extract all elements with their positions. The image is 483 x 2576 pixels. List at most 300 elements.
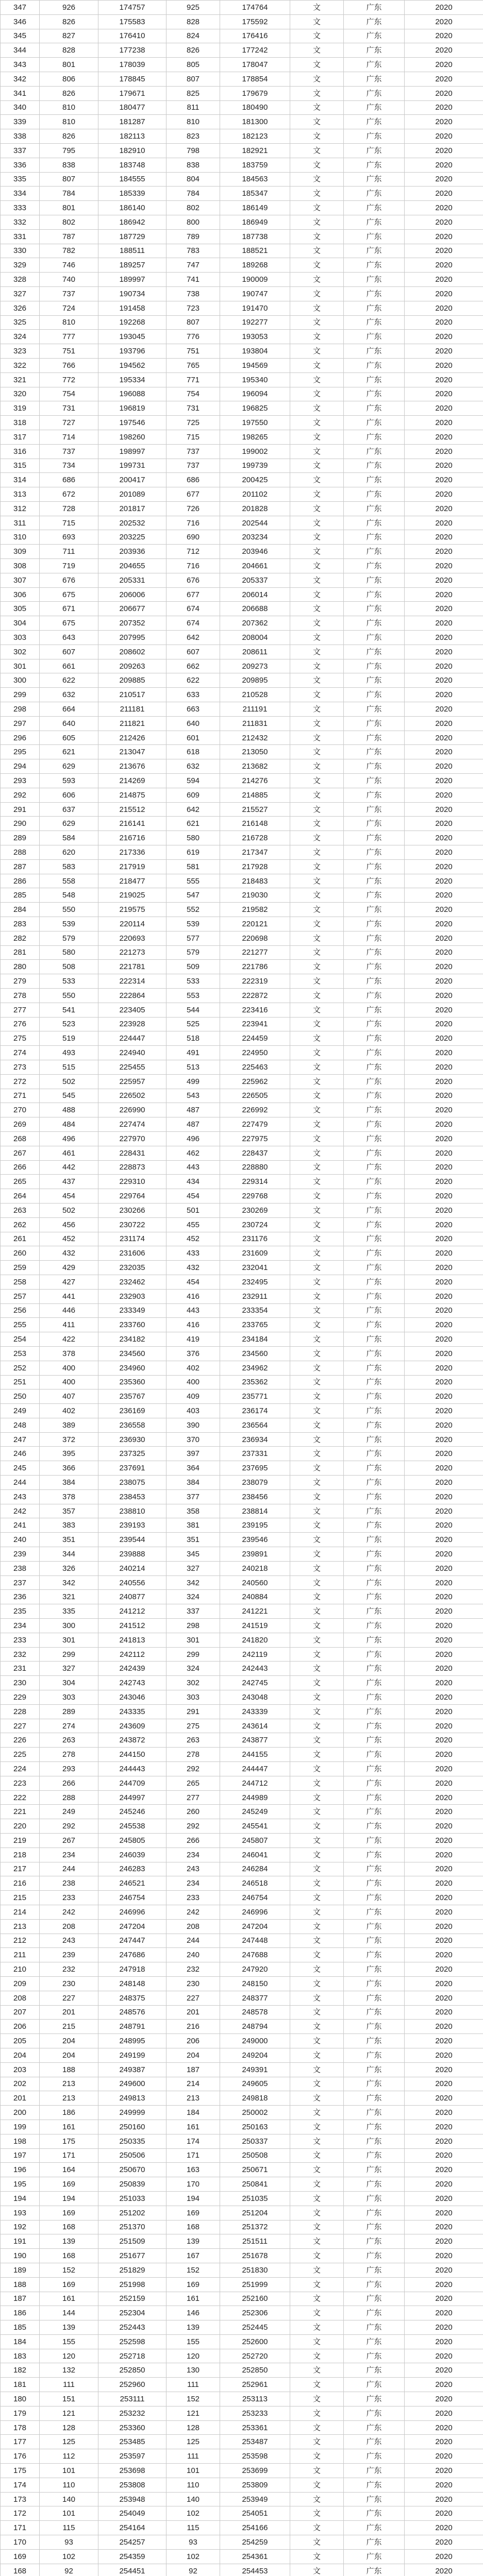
count-alt-cell: 577 bbox=[166, 931, 220, 945]
count-alt-cell: 342 bbox=[166, 1575, 220, 1590]
table-row bbox=[1, 1275, 483, 1289]
count-alt-cell: 621 bbox=[166, 817, 220, 831]
cumulative-alt-cell: 220121 bbox=[220, 917, 290, 931]
count-cell: 802 bbox=[40, 215, 98, 229]
year-cell: 2020 bbox=[405, 2564, 483, 2576]
table-row bbox=[1, 1175, 483, 1189]
year-cell: 2020 bbox=[405, 2521, 483, 2535]
cumulative-alt-cell: 225962 bbox=[220, 1074, 290, 1089]
province-cell: 广东 bbox=[344, 1031, 405, 1046]
table-row bbox=[1, 1676, 483, 1690]
year-cell: 2020 bbox=[405, 1805, 483, 1819]
year-cell: 2020 bbox=[405, 931, 483, 945]
count-cell: 93 bbox=[40, 2535, 98, 2550]
table-row bbox=[1, 315, 483, 330]
score-cell: 287 bbox=[1, 859, 40, 874]
cumulative-cell: 253232 bbox=[98, 2406, 166, 2420]
count-cell: 161 bbox=[40, 2292, 98, 2306]
count-alt-cell: 194 bbox=[166, 2191, 220, 2206]
table-row bbox=[1, 1117, 483, 1132]
cumulative-cell: 244709 bbox=[98, 1776, 166, 1790]
cumulative-cell: 243046 bbox=[98, 1690, 166, 1705]
category-cell: 文 bbox=[290, 1547, 344, 1562]
count-alt-cell: 555 bbox=[166, 874, 220, 888]
province-cell: 广东 bbox=[344, 1547, 405, 1562]
cumulative-cell: 248576 bbox=[98, 2005, 166, 2020]
year-cell: 2020 bbox=[405, 372, 483, 387]
cumulative-alt-cell: 240560 bbox=[220, 1575, 290, 1590]
cumulative-cell: 238453 bbox=[98, 1489, 166, 1504]
count-cell: 111 bbox=[40, 2378, 98, 2392]
cumulative-cell: 178039 bbox=[98, 58, 166, 72]
year-cell: 2020 bbox=[405, 2191, 483, 2206]
category-cell: 文 bbox=[290, 2263, 344, 2277]
category-cell: 文 bbox=[290, 1891, 344, 1905]
score-cell: 172 bbox=[1, 2506, 40, 2521]
count-alt-cell: 677 bbox=[166, 487, 220, 502]
category-cell: 文 bbox=[290, 387, 344, 401]
cumulative-alt-cell: 203946 bbox=[220, 545, 290, 559]
count-alt-cell: 580 bbox=[166, 831, 220, 845]
table-row bbox=[1, 2378, 483, 2392]
count-alt-cell: 601 bbox=[166, 731, 220, 745]
table-row bbox=[1, 845, 483, 860]
province-cell: 广东 bbox=[344, 330, 405, 344]
count-alt-cell: 377 bbox=[166, 1489, 220, 1504]
year-cell: 2020 bbox=[405, 1003, 483, 1017]
province-cell: 广东 bbox=[344, 473, 405, 487]
table-row bbox=[1, 2120, 483, 2134]
cumulative-alt-cell: 232911 bbox=[220, 1289, 290, 1303]
score-cell: 173 bbox=[1, 2492, 40, 2506]
category-cell: 文 bbox=[290, 2220, 344, 2234]
score-cell: 301 bbox=[1, 659, 40, 673]
count-cell: 838 bbox=[40, 158, 98, 172]
count-cell: 519 bbox=[40, 1031, 98, 1046]
score-cell: 271 bbox=[1, 1089, 40, 1103]
category-cell: 文 bbox=[290, 58, 344, 72]
score-cell: 234 bbox=[1, 1619, 40, 1633]
category-cell: 文 bbox=[290, 1332, 344, 1347]
count-cell: 400 bbox=[40, 1375, 98, 1389]
table-row bbox=[1, 616, 483, 631]
table-row bbox=[1, 2249, 483, 2263]
score-cell: 203 bbox=[1, 2062, 40, 2077]
cumulative-alt-cell: 217928 bbox=[220, 859, 290, 874]
year-cell: 2020 bbox=[405, 1346, 483, 1361]
province-cell: 广东 bbox=[344, 1862, 405, 1876]
table-row bbox=[1, 888, 483, 903]
count-alt-cell: 622 bbox=[166, 673, 220, 688]
year-cell: 2020 bbox=[405, 602, 483, 616]
province-cell: 广东 bbox=[344, 1976, 405, 1991]
province-cell: 广东 bbox=[344, 1805, 405, 1819]
cumulative-alt-cell: 234184 bbox=[220, 1332, 290, 1347]
score-cell: 221 bbox=[1, 1805, 40, 1819]
category-cell: 文 bbox=[290, 2120, 344, 2134]
count-cell: 727 bbox=[40, 416, 98, 430]
table-row bbox=[1, 2220, 483, 2234]
cumulative-cell: 254359 bbox=[98, 2549, 166, 2564]
category-cell: 文 bbox=[290, 1733, 344, 1748]
score-cell: 228 bbox=[1, 1704, 40, 1719]
year-cell: 2020 bbox=[405, 1, 483, 15]
province-cell: 广东 bbox=[344, 344, 405, 359]
count-alt-cell: 501 bbox=[166, 1203, 220, 1217]
table-row bbox=[1, 2521, 483, 2535]
category-cell: 文 bbox=[290, 1189, 344, 1204]
year-cell: 2020 bbox=[405, 459, 483, 473]
count-alt-cell: 462 bbox=[166, 1146, 220, 1160]
table-row bbox=[1, 2506, 483, 2521]
province-cell: 广东 bbox=[344, 1733, 405, 1748]
category-cell: 文 bbox=[290, 244, 344, 258]
table-row bbox=[1, 788, 483, 802]
category-cell: 文 bbox=[290, 2564, 344, 2576]
province-cell: 广东 bbox=[344, 501, 405, 516]
count-cell: 502 bbox=[40, 1203, 98, 1217]
province-cell: 广东 bbox=[344, 788, 405, 802]
count-alt-cell: 168 bbox=[166, 2220, 220, 2234]
year-cell: 2020 bbox=[405, 201, 483, 215]
category-cell: 文 bbox=[290, 874, 344, 888]
count-cell: 621 bbox=[40, 745, 98, 759]
score-cell: 316 bbox=[1, 444, 40, 459]
category-cell: 文 bbox=[290, 358, 344, 372]
cumulative-cell: 177238 bbox=[98, 43, 166, 58]
province-cell: 广东 bbox=[344, 917, 405, 931]
year-cell: 2020 bbox=[405, 731, 483, 745]
cumulative-cell: 226990 bbox=[98, 1103, 166, 1117]
table-row bbox=[1, 1003, 483, 1017]
category-cell: 文 bbox=[290, 2234, 344, 2249]
score-cell: 218 bbox=[1, 1848, 40, 1862]
cumulative-alt-cell: 193804 bbox=[220, 344, 290, 359]
score-cell: 225 bbox=[1, 1748, 40, 1762]
category-cell: 文 bbox=[290, 2449, 344, 2464]
year-cell: 2020 bbox=[405, 1948, 483, 1962]
cumulative-alt-cell: 252600 bbox=[220, 2334, 290, 2349]
cumulative-alt-cell: 233765 bbox=[220, 1318, 290, 1332]
cumulative-alt-cell: 241221 bbox=[220, 1604, 290, 1619]
year-cell: 2020 bbox=[405, 1031, 483, 1046]
count-cell: 411 bbox=[40, 1318, 98, 1332]
year-cell: 2020 bbox=[405, 401, 483, 416]
cumulative-cell: 252960 bbox=[98, 2378, 166, 2392]
province-cell: 广东 bbox=[344, 1046, 405, 1060]
count-alt-cell: 552 bbox=[166, 903, 220, 917]
cumulative-cell: 225957 bbox=[98, 1074, 166, 1089]
table-row bbox=[1, 273, 483, 287]
cumulative-cell: 250335 bbox=[98, 2134, 166, 2148]
table-row bbox=[1, 1217, 483, 1232]
table-row bbox=[1, 2406, 483, 2420]
year-cell: 2020 bbox=[405, 702, 483, 717]
cumulative-alt-cell: 214276 bbox=[220, 774, 290, 788]
cumulative-cell: 246521 bbox=[98, 1876, 166, 1891]
count-cell: 351 bbox=[40, 1533, 98, 1547]
year-cell: 2020 bbox=[405, 2062, 483, 2077]
category-cell: 文 bbox=[290, 2163, 344, 2177]
cumulative-alt-cell: 216148 bbox=[220, 817, 290, 831]
category-cell: 文 bbox=[290, 945, 344, 960]
count-cell: 238 bbox=[40, 1876, 98, 1891]
province-cell: 广东 bbox=[344, 774, 405, 788]
cumulative-alt-cell: 202544 bbox=[220, 516, 290, 530]
year-cell: 2020 bbox=[405, 1690, 483, 1705]
table-row bbox=[1, 1303, 483, 1318]
cumulative-alt-cell: 178047 bbox=[220, 58, 290, 72]
province-cell: 广东 bbox=[344, 301, 405, 315]
category-cell: 文 bbox=[290, 1962, 344, 1977]
cumulative-cell: 229310 bbox=[98, 1175, 166, 1189]
cumulative-cell: 249999 bbox=[98, 2106, 166, 2120]
year-cell: 2020 bbox=[405, 2206, 483, 2220]
year-cell: 2020 bbox=[405, 1131, 483, 1146]
category-cell: 文 bbox=[290, 2048, 344, 2062]
table-row bbox=[1, 2334, 483, 2349]
count-alt-cell: 364 bbox=[166, 1461, 220, 1476]
table-row bbox=[1, 1819, 483, 1834]
count-alt-cell: 161 bbox=[166, 2292, 220, 2306]
year-cell: 2020 bbox=[405, 673, 483, 688]
province-cell: 广东 bbox=[344, 2535, 405, 2550]
cumulative-alt-cell: 237331 bbox=[220, 1447, 290, 1461]
cumulative-cell: 236930 bbox=[98, 1432, 166, 1447]
count-cell: 640 bbox=[40, 716, 98, 731]
cumulative-cell: 204655 bbox=[98, 559, 166, 573]
count-cell: 128 bbox=[40, 2420, 98, 2435]
count-alt-cell: 783 bbox=[166, 244, 220, 258]
cumulative-alt-cell: 245249 bbox=[220, 1805, 290, 1819]
count-alt-cell: 390 bbox=[166, 1418, 220, 1432]
category-cell: 文 bbox=[290, 2249, 344, 2263]
score-cell: 312 bbox=[1, 501, 40, 516]
count-cell: 754 bbox=[40, 387, 98, 401]
cumulative-cell: 186942 bbox=[98, 215, 166, 229]
province-cell: 广东 bbox=[344, 545, 405, 559]
count-cell: 139 bbox=[40, 2320, 98, 2335]
year-cell: 2020 bbox=[405, 2048, 483, 2062]
score-cell: 345 bbox=[1, 29, 40, 43]
cumulative-cell: 197546 bbox=[98, 416, 166, 430]
province-cell: 广东 bbox=[344, 2306, 405, 2320]
category-cell: 文 bbox=[290, 1790, 344, 1805]
category-cell: 文 bbox=[290, 29, 344, 43]
count-alt-cell: 716 bbox=[166, 516, 220, 530]
cumulative-cell: 221781 bbox=[98, 960, 166, 974]
count-cell: 515 bbox=[40, 1060, 98, 1074]
score-cell: 204 bbox=[1, 2048, 40, 2062]
count-alt-cell: 765 bbox=[166, 358, 220, 372]
category-cell: 文 bbox=[290, 1217, 344, 1232]
province-cell: 广东 bbox=[344, 1447, 405, 1461]
count-cell: 112 bbox=[40, 2449, 98, 2464]
cumulative-alt-cell: 244712 bbox=[220, 1776, 290, 1790]
score-cell: 299 bbox=[1, 688, 40, 702]
table-row bbox=[1, 1332, 483, 1347]
category-cell: 文 bbox=[290, 1389, 344, 1404]
score-cell: 214 bbox=[1, 1905, 40, 1919]
cumulative-alt-cell: 238814 bbox=[220, 1504, 290, 1518]
category-cell: 文 bbox=[290, 1160, 344, 1175]
cumulative-alt-cell: 236174 bbox=[220, 1404, 290, 1418]
count-cell: 637 bbox=[40, 802, 98, 817]
year-cell: 2020 bbox=[405, 1203, 483, 1217]
year-cell: 2020 bbox=[405, 2549, 483, 2564]
province-cell: 广东 bbox=[344, 831, 405, 845]
cumulative-cell: 253698 bbox=[98, 2464, 166, 2478]
cumulative-cell: 195334 bbox=[98, 372, 166, 387]
score-cell: 332 bbox=[1, 215, 40, 229]
category-cell: 文 bbox=[290, 530, 344, 545]
province-cell: 广东 bbox=[344, 1217, 405, 1232]
cumulative-cell: 245538 bbox=[98, 1819, 166, 1834]
cumulative-cell: 253485 bbox=[98, 2435, 166, 2449]
cumulative-cell: 254451 bbox=[98, 2564, 166, 2576]
count-cell: 188 bbox=[40, 2062, 98, 2077]
province-cell: 广东 bbox=[344, 1489, 405, 1504]
province-cell: 广东 bbox=[344, 1361, 405, 1375]
count-alt-cell: 487 bbox=[166, 1117, 220, 1132]
cumulative-alt-cell: 249204 bbox=[220, 2048, 290, 2062]
year-cell: 2020 bbox=[405, 1303, 483, 1318]
year-cell: 2020 bbox=[405, 43, 483, 58]
count-cell: 807 bbox=[40, 172, 98, 187]
count-cell: 152 bbox=[40, 2263, 98, 2277]
year-cell: 2020 bbox=[405, 745, 483, 759]
year-cell: 2020 bbox=[405, 516, 483, 530]
count-cell: 746 bbox=[40, 258, 98, 273]
count-cell: 186 bbox=[40, 2106, 98, 2120]
province-cell: 广东 bbox=[344, 58, 405, 72]
province-cell: 广东 bbox=[344, 2062, 405, 2077]
category-cell: 文 bbox=[290, 2177, 344, 2192]
province-cell: 广东 bbox=[344, 530, 405, 545]
count-alt-cell: 277 bbox=[166, 1790, 220, 1805]
count-alt-cell: 640 bbox=[166, 716, 220, 731]
cumulative-cell: 227970 bbox=[98, 1131, 166, 1146]
count-alt-cell: 152 bbox=[166, 2263, 220, 2277]
province-cell: 广东 bbox=[344, 1819, 405, 1834]
province-cell: 广东 bbox=[344, 1962, 405, 1977]
count-alt-cell: 140 bbox=[166, 2492, 220, 2506]
cumulative-cell: 247204 bbox=[98, 1919, 166, 1934]
count-cell: 175 bbox=[40, 2134, 98, 2148]
year-cell: 2020 bbox=[405, 115, 483, 129]
year-cell: 2020 bbox=[405, 2349, 483, 2363]
category-cell: 文 bbox=[290, 2206, 344, 2220]
cumulative-cell: 180477 bbox=[98, 100, 166, 115]
cumulative-alt-cell: 254259 bbox=[220, 2535, 290, 2550]
count-alt-cell: 726 bbox=[166, 501, 220, 516]
table-row bbox=[1, 1776, 483, 1790]
table-row bbox=[1, 187, 483, 201]
cumulative-alt-cell: 250002 bbox=[220, 2106, 290, 2120]
cumulative-alt-cell: 217347 bbox=[220, 845, 290, 860]
score-cell: 329 bbox=[1, 258, 40, 273]
province-cell: 广东 bbox=[344, 2077, 405, 2091]
province-cell: 广东 bbox=[344, 2234, 405, 2249]
category-cell: 文 bbox=[290, 1662, 344, 1676]
count-alt-cell: 838 bbox=[166, 158, 220, 172]
year-cell: 2020 bbox=[405, 2134, 483, 2148]
score-cell: 202 bbox=[1, 2077, 40, 2091]
table-row bbox=[1, 1619, 483, 1633]
cumulative-cell: 246039 bbox=[98, 1848, 166, 1862]
cumulative-cell: 223928 bbox=[98, 1017, 166, 1031]
count-cell: 579 bbox=[40, 931, 98, 945]
category-cell: 文 bbox=[290, 215, 344, 229]
table-row bbox=[1, 1862, 483, 1876]
score-cell: 294 bbox=[1, 759, 40, 774]
cumulative-cell: 222864 bbox=[98, 988, 166, 1003]
category-cell: 文 bbox=[290, 1060, 344, 1074]
score-cell: 285 bbox=[1, 888, 40, 903]
count-alt-cell: 607 bbox=[166, 645, 220, 659]
cumulative-cell: 251998 bbox=[98, 2277, 166, 2292]
cumulative-alt-cell: 254361 bbox=[220, 2549, 290, 2564]
table-row bbox=[1, 72, 483, 86]
score-cell: 192 bbox=[1, 2220, 40, 2234]
table-row bbox=[1, 1404, 483, 1418]
table-row bbox=[1, 2148, 483, 2163]
count-alt-cell: 737 bbox=[166, 459, 220, 473]
count-alt-cell: 155 bbox=[166, 2334, 220, 2349]
score-cell: 342 bbox=[1, 72, 40, 86]
score-cell: 302 bbox=[1, 645, 40, 659]
count-cell: 300 bbox=[40, 1619, 98, 1633]
count-alt-cell: 184 bbox=[166, 2106, 220, 2120]
score-cell: 310 bbox=[1, 530, 40, 545]
province-cell: 广东 bbox=[344, 2521, 405, 2535]
year-cell: 2020 bbox=[405, 859, 483, 874]
table-row bbox=[1, 1719, 483, 1733]
count-alt-cell: 291 bbox=[166, 1704, 220, 1719]
cumulative-cell: 181287 bbox=[98, 115, 166, 129]
province-cell: 广东 bbox=[344, 444, 405, 459]
cumulative-cell: 175583 bbox=[98, 14, 166, 29]
cumulative-cell: 224940 bbox=[98, 1046, 166, 1060]
province-cell: 广东 bbox=[344, 229, 405, 244]
count-cell: 169 bbox=[40, 2177, 98, 2192]
score-cell: 169 bbox=[1, 2549, 40, 2564]
table-row bbox=[1, 1504, 483, 1518]
category-cell: 文 bbox=[290, 1991, 344, 2005]
count-cell: 826 bbox=[40, 129, 98, 144]
cumulative-cell: 193796 bbox=[98, 344, 166, 359]
cumulative-cell: 192268 bbox=[98, 315, 166, 330]
province-cell: 广东 bbox=[344, 1676, 405, 1690]
year-cell: 2020 bbox=[405, 802, 483, 817]
score-cell: 198 bbox=[1, 2134, 40, 2148]
count-alt-cell: 204 bbox=[166, 2048, 220, 2062]
province-cell: 广东 bbox=[344, 2564, 405, 2576]
year-cell: 2020 bbox=[405, 473, 483, 487]
count-alt-cell: 454 bbox=[166, 1189, 220, 1204]
table-row bbox=[1, 430, 483, 444]
count-alt-cell: 751 bbox=[166, 344, 220, 359]
category-cell: 文 bbox=[290, 1518, 344, 1533]
year-cell: 2020 bbox=[405, 2263, 483, 2277]
year-cell: 2020 bbox=[405, 1432, 483, 1447]
count-cell: 292 bbox=[40, 1819, 98, 1834]
count-alt-cell: 416 bbox=[166, 1289, 220, 1303]
year-cell: 2020 bbox=[405, 1461, 483, 1476]
year-cell: 2020 bbox=[405, 2106, 483, 2120]
cumulative-alt-cell: 254453 bbox=[220, 2564, 290, 2576]
score-cell: 226 bbox=[1, 1733, 40, 1748]
